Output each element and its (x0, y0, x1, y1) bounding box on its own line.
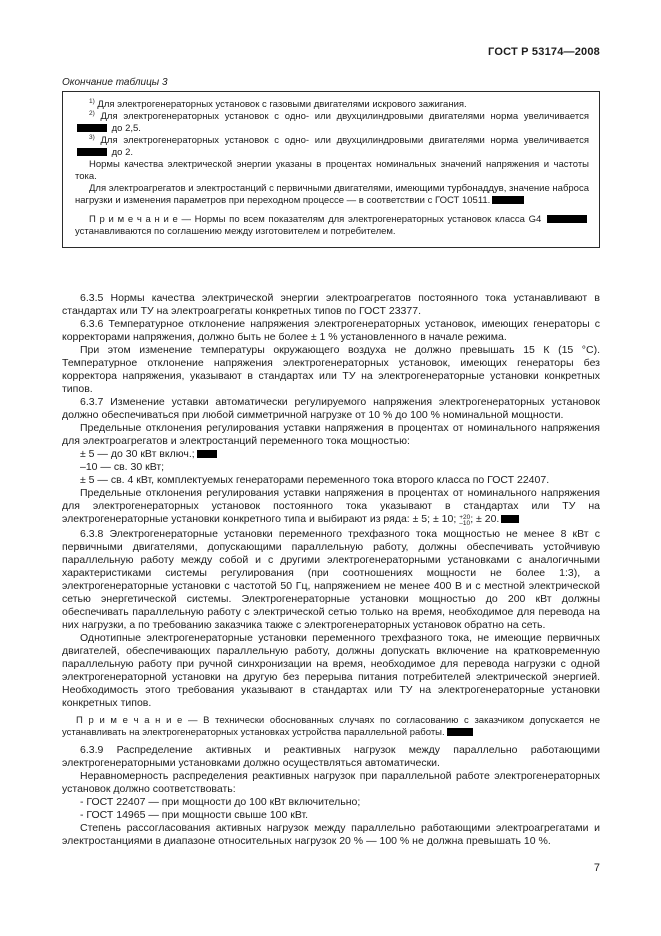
note-paragraph (62, 715, 600, 739)
text-run: устанавливаются по соглашению между изготовителем и потребителем. (75, 226, 396, 237)
tolerance-fraction: +20 –10 (459, 513, 471, 527)
page-number: 7 (593, 861, 600, 874)
footnote-paragraph (75, 214, 589, 238)
text-run: - ГОСТ 14965 — при мощности свыше 100 кВт. (80, 808, 309, 821)
body-paragraph (62, 487, 600, 528)
footnote-marker: 3) (89, 133, 95, 141)
body-text (62, 292, 600, 848)
text-run: Для электроагрегатов и электростанций с первичными двигателями, имеющими турбонаддув, значение наброса нагрузки и изменения параметров при переходном процессе — в соответствии с ГОСТ 10511. (75, 183, 589, 206)
text-run: Неравномерность распределения реактивных нагрузок при параллельной работе электрогенераторных установок должно соответствовать: (62, 769, 600, 795)
redaction-mark (197, 450, 217, 458)
list-item-line (62, 461, 600, 474)
body-paragraph (62, 344, 600, 396)
text-run: Однотипные электрогенераторные установки переменного трехфазного тока, не имеющие первичных двигателей, обеспечивающих параллельную работу, должны допускать включение на кратковременную параллельную работу при ручной синхронизации на время, необходимое для перевода нагрузки с одной электрогенераторной установки на другую без перерыва питания потребителей электрической энергией. Необходимость этого требования указывают в стандартах или ТУ на электрогенераторные установки конкретных типов. (62, 631, 600, 709)
text-run: –10 — св. 30 кВт; (80, 461, 165, 473)
text-run: до 2,5. (109, 123, 141, 134)
redaction-mark (492, 196, 524, 204)
redaction-mark (501, 515, 519, 523)
text-run: Предельные отклонения регулирования уставки напряжения в процентах от номинального напряжения для электрогенераторных установок постоянного тока указывают в стандартах или ТУ на электрогенераторные установки конкретного типа и выбирают из ряда: ± 5; ± 10; (62, 487, 600, 525)
body-paragraph (62, 396, 600, 422)
body-paragraph (62, 528, 600, 632)
footnote-marker: 1) (89, 97, 95, 105)
body-paragraph (62, 744, 600, 770)
text-run: П р и м е ч а н и е — В технически обоснованных случаях по согласованию с заказчиком допускается не устанавливать на электрогенераторных установках устройства параллельной работы. (62, 714, 600, 738)
text-run: Для электрогенераторных установок с одно- или двухцилиндровыми двигателями норма увеличивается (94, 135, 589, 146)
text-run: 6.3.6 Температурное отклонение напряжения электрогенераторных установок, имеющих генераторы с корректорами напряжения, должно быть не более ± 1 % установленного в начале режима. (62, 318, 600, 343)
body-paragraph (62, 822, 600, 848)
footnote-paragraph (75, 135, 589, 159)
text-run: - ГОСТ 22407 — при мощности до 100 кВт включительно; (80, 795, 361, 808)
list-item-line (62, 448, 600, 461)
footnote-marker: 2) (89, 109, 95, 117)
redaction-mark (447, 728, 473, 736)
text-run: При этом изменение температуры окружающего воздуха не должно превышать 15 К (15 °С). Температурное отклонение напряжения электрогенераторных установок, имеющих генераторы без корректора напряжения, указывают в стандартах или ТУ на электрогенераторные установки конкретных типов. (62, 344, 600, 395)
text-run: Предельные отклонения регулирования уставки напряжения в процентах от номинального напряжения для электроагрегатов и электростанций переменного тока мощностью: (62, 422, 600, 447)
footnote-paragraph (75, 99, 589, 111)
doc-number-header: ГОСТ Р 53174—2008 (488, 46, 600, 58)
redaction-mark (77, 124, 107, 132)
text-run: Степень рассогласования активных нагрузок между параллельно работающими электроагрегатами и электростанциями в диапазоне относительных нагрузок 20 % — 100 % не должна превышать 10 %. (62, 821, 600, 847)
text-run: Для электрогенераторных установок с одно- или двухцилиндровыми двигателями норма увеличивается (94, 111, 589, 122)
footnote-paragraph (75, 183, 589, 207)
table-continuation-caption: Окончание таблицы 3 (62, 77, 168, 88)
list-item-line (62, 809, 600, 822)
footnote-paragraph (75, 159, 589, 183)
body-paragraph (62, 422, 600, 448)
text-run: 6.3.8 Электрогенераторные установки переменного трехфазного тока мощностью не менее 8 кВт с первичными двигателями, допускающими параллельную работу, должны обеспечивать устойчивую параллельную работу между собой и с другими электрогенераторными установками с аналогичными характеристиками системы регулирования (при соотношениях мощности не более 1:3), а электрогенераторные установки с частотой 50 Гц, напряжением не менее 400 В и с местной электрической сетью энергетической системы. Электрогенераторные установки мощностью до 200 кВт должны обеспечивать параллельную работу с электрической сетью только на время, необходимое для перевода на них нагрузки, а по требованию заказчика также с электрогенераторных установок обратно на сеть. (62, 527, 600, 631)
body-paragraph (62, 770, 600, 796)
footnote-paragraph (75, 111, 589, 135)
list-item-line (62, 474, 600, 487)
text-run: 6.3.5 Нормы качества электрической энергии электроагрегатов постоянного тока устанавливают в стандартах или ТУ на электроагрегаты конкретных типов по ГОСТ 23377. (62, 292, 600, 317)
text-run: П р и м е ч а н и е — Нормы по всем показателям для электрогенераторных установок класса G4 (89, 214, 545, 225)
redaction-mark (77, 148, 107, 156)
text-run: ± 5 — св. 4 кВт, комплектуемых генераторами переменного тока второго класса по ГОСТ 22407. (80, 474, 550, 486)
text-run: 6.3.7 Изменение уставки автоматически регулируемого напряжения электрогенераторных установок должно обеспечиваться при любой симметричной нагрузке от 10 % до 100 % номинальной мощности. (62, 396, 600, 421)
redaction-mark (547, 215, 587, 223)
text-run: ; ± 20. (470, 513, 500, 525)
list-item-line (62, 796, 600, 809)
text-run: до 2. (109, 147, 134, 158)
text-run: Для электрогенераторных установок с газовыми двигателями искрового зажигания. (94, 99, 467, 110)
body-paragraph (62, 292, 600, 318)
body-paragraph (62, 632, 600, 710)
table-footnote-box (62, 91, 600, 248)
text-run: Нормы качества электрической энергии указаны в процентах номинальных значений напряжения и частоты тока. (75, 159, 589, 182)
text-run: ± 5 — до 30 кВт включ.; (80, 448, 195, 460)
body-paragraph (62, 318, 600, 344)
text-run: 6.3.9 Распределение активных и реактивных нагрузок между параллельно работающими электрогенераторными установками должно осуществляться автоматически. (62, 743, 600, 769)
